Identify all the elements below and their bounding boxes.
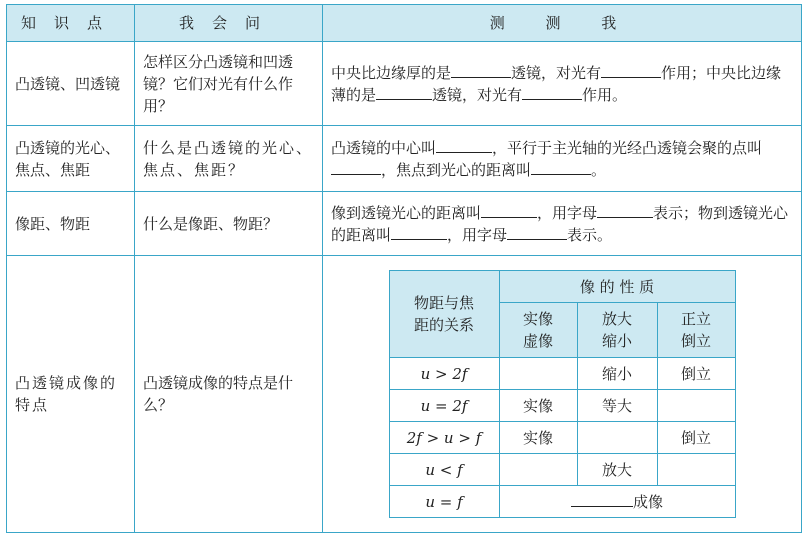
imaging-row xyxy=(389,454,735,486)
table-row xyxy=(7,42,802,126)
question-cell: 什么是像距、物距？ xyxy=(135,192,323,256)
orient-cell[interactable] xyxy=(657,454,735,486)
header-topic: 知识点 xyxy=(7,5,135,42)
topic-cell: 凸透镜成像的特点 xyxy=(7,256,135,533)
answer-blank[interactable] xyxy=(571,492,633,507)
test-cell: 中央比边缘厚的是 透镜，对光有 作用；中央比边缘薄的是 透镜，对光有 作用。 xyxy=(323,42,802,126)
nature-header: 像 的 性 质 xyxy=(499,271,735,303)
orient-cell[interactable] xyxy=(657,390,735,422)
imaging-row xyxy=(389,422,735,454)
size-cell: 等大 xyxy=(577,390,657,422)
answer-blank[interactable] xyxy=(531,160,591,175)
size-cell: 缩小 xyxy=(577,358,657,390)
imaging-table xyxy=(389,270,736,518)
orient-cell: 倒立 xyxy=(657,422,735,454)
relation-cell: u < f xyxy=(389,454,499,486)
header-row xyxy=(7,5,802,42)
relation-cell: u > 2f xyxy=(389,358,499,390)
question-cell: 怎样区分凸透镜和凹透镜？它们对光有什么作用？ xyxy=(135,42,323,126)
size-cell[interactable] xyxy=(577,422,657,454)
relation-cell: 2f > u > f xyxy=(389,422,499,454)
imaging-row xyxy=(389,358,735,390)
study-table xyxy=(6,4,802,533)
answer-blank[interactable] xyxy=(391,225,447,240)
header-test: 测 测 我 xyxy=(323,5,802,42)
study-table-container xyxy=(6,4,802,521)
test-cell: 像到透镜光心的距离叫 ，用字母 表示；物到透镜光心的距离叫 ，用字母 表示。 xyxy=(323,192,802,256)
answer-blank[interactable] xyxy=(436,138,492,153)
relation-cell: u = f xyxy=(389,486,499,518)
test-cell xyxy=(323,256,802,533)
imaging-row xyxy=(389,486,735,518)
answer-blank[interactable] xyxy=(451,63,511,78)
imaging-row xyxy=(389,390,735,422)
answer-blank[interactable] xyxy=(601,63,661,78)
answer-blank[interactable] xyxy=(597,203,653,218)
question-cell: 什么是凸透镜的光心、焦点、焦距？ xyxy=(135,126,323,192)
size-header: 放大缩小 xyxy=(577,303,657,358)
table-row xyxy=(7,126,802,192)
topic-cell: 凸透镜、凹透镜 xyxy=(7,42,135,126)
real-virtual-header: 实像虚像 xyxy=(499,303,577,358)
topic-cell: 凸透镜的光心、焦点、焦距 xyxy=(7,126,135,192)
answer-blank[interactable] xyxy=(522,85,582,100)
table-row xyxy=(7,192,802,256)
test-cell: 凸透镜的中心叫 ，平行于主光轴的光经凸透镜会聚的点叫，焦点到光心的距离叫 。 xyxy=(323,126,802,192)
answer-blank[interactable] xyxy=(481,203,537,218)
question-cell: 凸透镜成像的特点是什么？ xyxy=(135,256,323,533)
header-question: 我会问 xyxy=(135,5,323,42)
table-row xyxy=(7,256,802,533)
size-cell: 放大 xyxy=(577,454,657,486)
real-cell: 实像 xyxy=(499,422,577,454)
real-cell[interactable] xyxy=(499,454,577,486)
orient-cell: 倒立 xyxy=(657,358,735,390)
answer-blank[interactable] xyxy=(376,85,432,100)
relation-header: 物距与焦距的关系 xyxy=(389,271,499,358)
orientation-header: 正立倒立 xyxy=(657,303,735,358)
relation-cell: u = 2f xyxy=(389,390,499,422)
topic-cell: 像距、物距 xyxy=(7,192,135,256)
real-cell: 实像 xyxy=(499,390,577,422)
real-cell[interactable] xyxy=(499,358,577,390)
answer-blank[interactable] xyxy=(507,225,567,240)
focal-result-cell: 成像 xyxy=(499,486,735,518)
answer-blank[interactable] xyxy=(331,160,381,175)
